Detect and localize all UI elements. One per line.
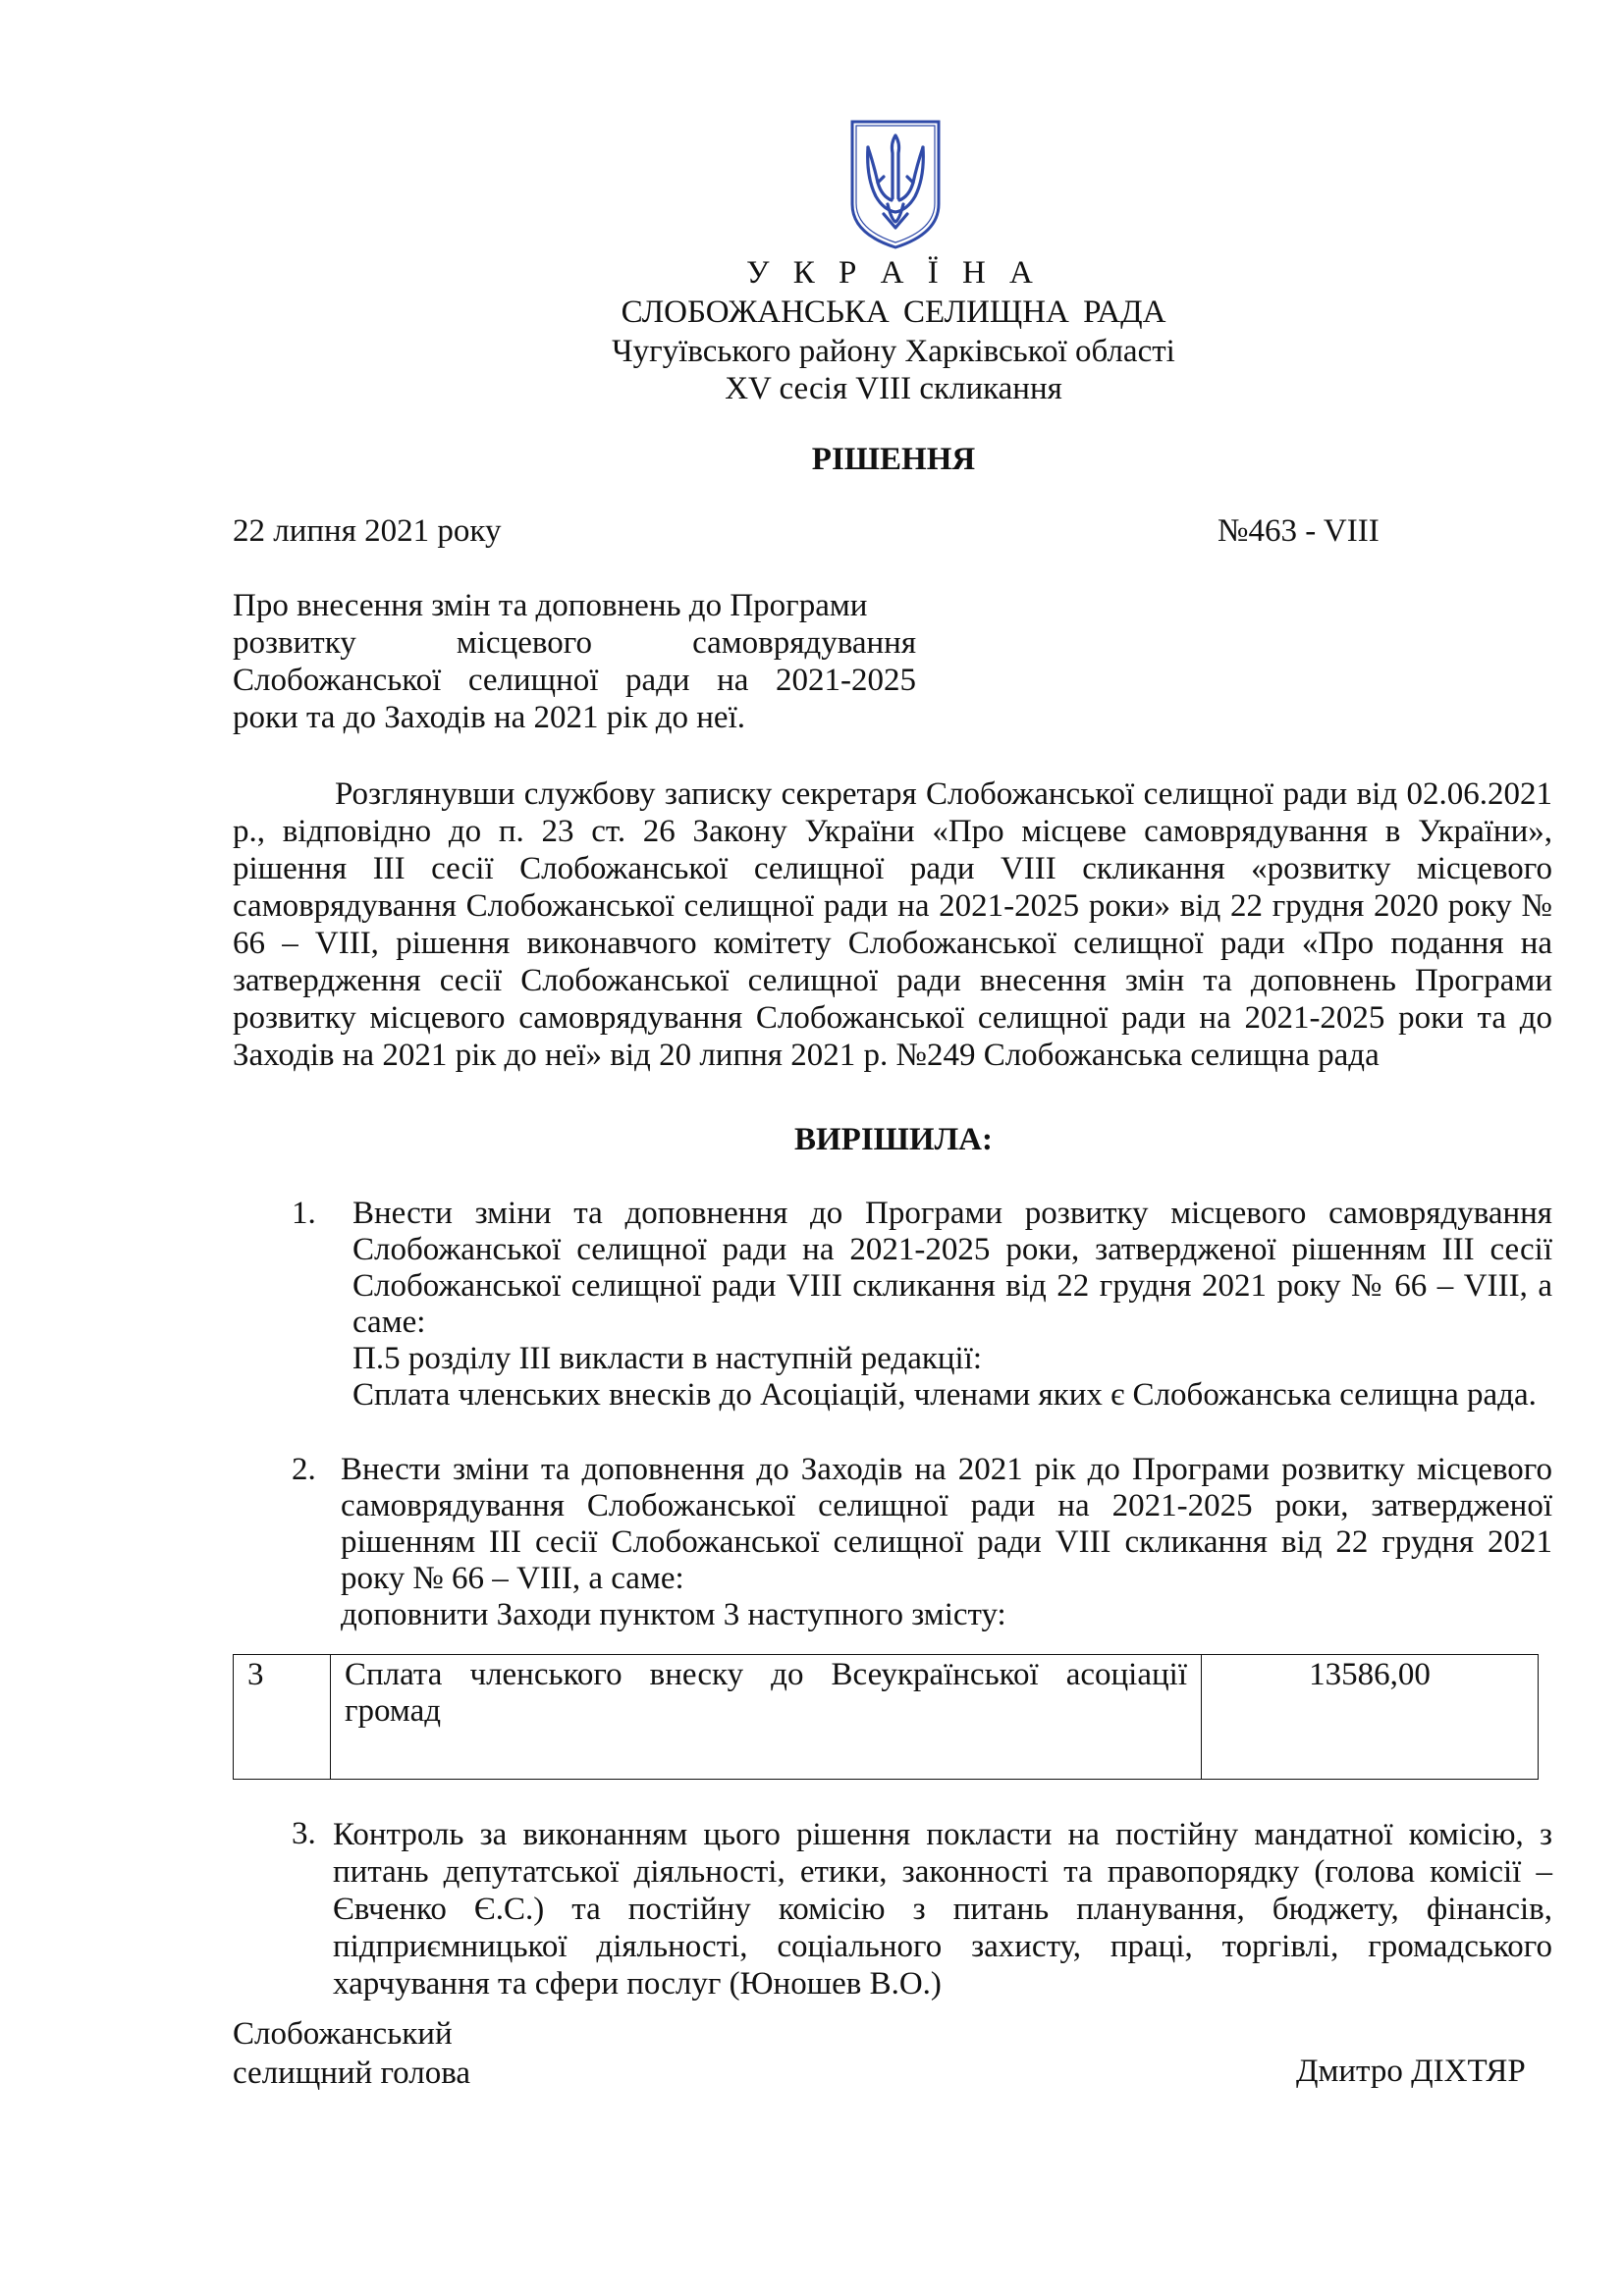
subject-line: Слобожанської селищної ради на 2021-2025	[233, 663, 916, 698]
trident-coat-of-arms-icon	[848, 118, 943, 251]
item-number: 1.	[292, 1196, 316, 1231]
item-body	[352, 1196, 1552, 1414]
table-row	[234, 1655, 1539, 1780]
subject-line: роки та до Заходів на 2021 рік до неї.	[233, 700, 745, 735]
item-text: Внести зміни та доповнення до Заходів на 2021 рік до Програми розвитку місцевого самоврядування Слобожанської селищної ради на 2021-2025 роки, затвердженої рішенням ІІІ сесії Слобожанської селищної ради VIII скликання від 22 грудня 2021 року № 66 – VIII, а саме:	[341, 1452, 1552, 1596]
subject-line: Про внесення змін та доповнень до Програми	[233, 588, 868, 623]
session-heading: XV сесія VIII скликання	[725, 371, 1062, 406]
signatory-title	[233, 2014, 470, 2093]
table-cell-number: 3	[234, 1655, 331, 1780]
decision-date: 22 липня 2021 року	[233, 513, 502, 549]
country-heading: У К Р А Ї Н А	[746, 255, 1041, 291]
subject-line: розвитку місцевого самоврядування	[233, 625, 916, 661]
signatory-title-line: селищний голова	[233, 2056, 471, 2091]
item-text-line: Сплата членських внесків до Асоціацій, членами яких є Слобожанська селищна рада.	[352, 1377, 1537, 1413]
item-body	[341, 1452, 1552, 1633]
decision-number: №463 - VIII	[1218, 513, 1380, 549]
item-number: 3.	[292, 1816, 316, 1851]
signatory-name: Дмитро ДІХТЯР	[1296, 2054, 1526, 2089]
district-heading: Чугуївського району Харківської області	[612, 334, 1175, 369]
table-cell-description: Сплата членського внеску до Всеукраїнської асоціації громад	[331, 1655, 1202, 1780]
item-text-line: П.5 розділу ІІІ викласти в наступній редакції:	[352, 1341, 983, 1376]
resolved-heading: ВИРІШИЛА:	[794, 1122, 993, 1157]
item-number: 2.	[292, 1452, 316, 1487]
item-text: Внести зміни та доповнення до Програми розвитку місцевого самоврядування Слобожанської селищної ради на 2021-2025 роки, затвердженої рішенням ІІІ сесії Слобожанської селищної ради VIII скликання від 22 грудня 2021 року № 66 – VIII, а саме:	[352, 1196, 1552, 1340]
measures-table	[233, 1654, 1539, 1780]
preamble-paragraph: Розглянувши службову записку секретаря Слобожанської селищної ради від 02.06.2021 р., відповідно до п. 23 ст. 26 Закону України «Про місцеве самоврядування в України», рішення ІІІ сесії Слобожанської селищної ради VIII скликання «розвитку місцевого самоврядування Слобожанської селищної ради на 2021-2025 роки» від 22 грудня 2020 року № 66 – VIII, рішення виконавчого комітету Слобожанської селищної ради «Про подання на затвердження сесії Слобожанської селищної ради внесення змін та доповнень Програми розвитку місцевого самоврядування Слобожанської селищної ради на 2021-2025 роки та до Заходів на 2021 рік до неї» від 20 липня 2021 р. №249 Слобожанська селищна рада	[233, 776, 1552, 1073]
council-heading: СЛОБОЖАНСЬКА СЕЛИЩНА РАДА	[621, 294, 1166, 330]
decision-subject	[233, 587, 916, 736]
document-type-title: РІШЕННЯ	[811, 442, 976, 477]
table-cell-amount: 13586,00	[1202, 1655, 1539, 1780]
signatory-title-line: Слобожанський	[233, 2016, 453, 2052]
item-body: Контроль за виконанням цього рішення покласти на постійну мандатної комісію, з питань депутатської діяльності, етики, законності та правопорядку (голова комісії – Євченко Є.С.) та постійну комісію з питань планування, бюджету, фінансів, підприємницької діяльності, соціального захисту, праці, торгівлі, громадського харчування та сфери послуг (Юношев В.О.)	[333, 1817, 1552, 2002]
item-text-line: доповнити Заходи пунктом 3 наступного змісту:	[341, 1597, 1006, 1632]
